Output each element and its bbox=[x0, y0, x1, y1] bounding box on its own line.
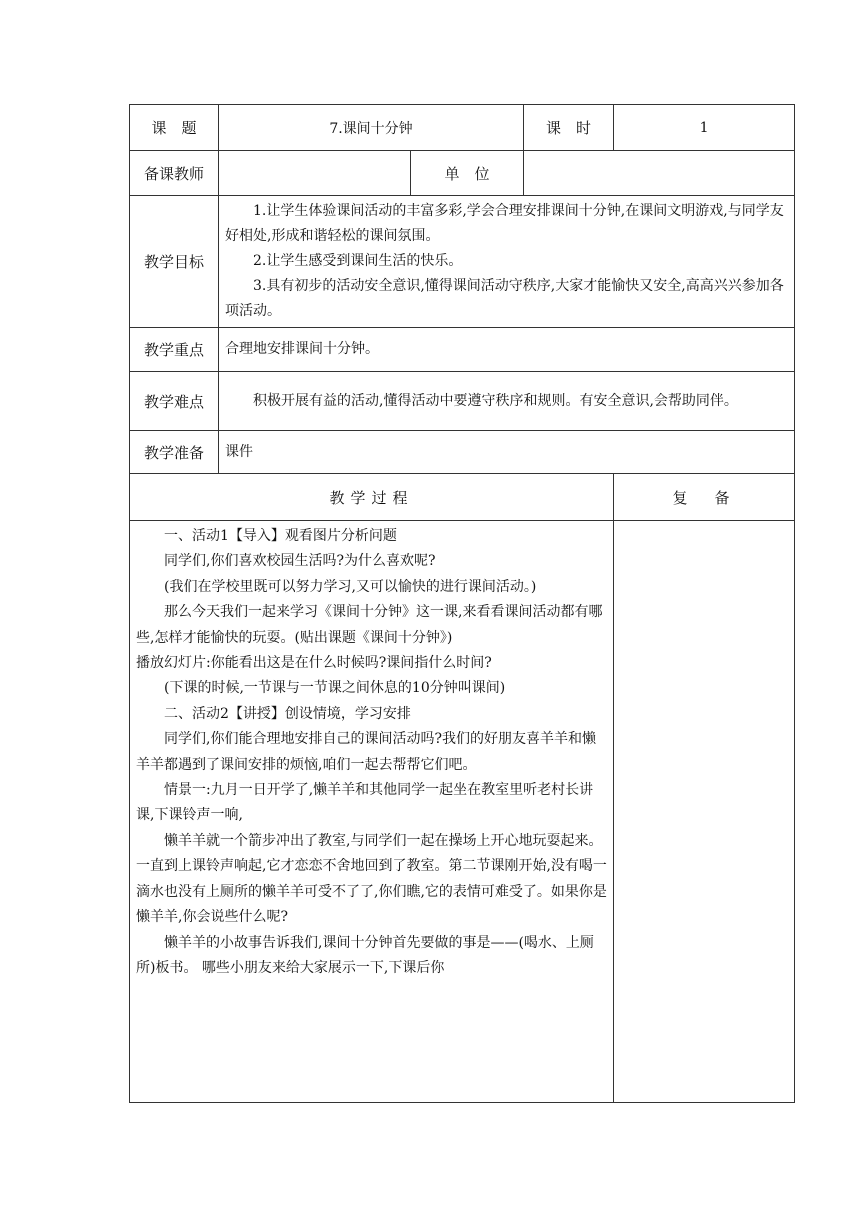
row-process-header bbox=[130, 474, 795, 521]
review-header: 复 备 bbox=[614, 474, 795, 521]
process-paragraph: 懒羊羊的小故事告诉我们,课间十分钟首先要做的事是——(喝水、上厕所)板书。 哪些小朋友来给大家展示一下,下课后你 bbox=[136, 934, 594, 976]
period-label: 课 时 bbox=[524, 105, 614, 151]
goal-item: 1.让学生体验课间活动的丰富多彩,学会合理安排课间十分钟,在课间文明游戏,与同学友好相处,形成和谐轻松的课间氛围。 bbox=[225, 203, 784, 244]
prep-label: 教学准备 bbox=[130, 431, 219, 474]
topic-label: 课 题 bbox=[130, 105, 219, 151]
unit-label: 单 位 bbox=[411, 151, 524, 196]
difficulty-content bbox=[219, 372, 795, 431]
goal-item: 2.让学生感受到课间生活的快乐。 bbox=[253, 253, 463, 269]
teacher-value bbox=[219, 151, 411, 196]
key-point-content bbox=[219, 328, 795, 372]
row-prep bbox=[130, 431, 795, 474]
process-heading: 一、活动1【导入】观看图片分析问题 bbox=[164, 528, 397, 544]
teacher-label: 备课教师 bbox=[130, 151, 219, 196]
key-point-text: 合理地安排课间十分钟。 bbox=[225, 341, 379, 357]
row-difficulty bbox=[130, 372, 795, 431]
lesson-plan-table bbox=[129, 104, 795, 1103]
prep-text: 课件 bbox=[225, 443, 253, 460]
topic-value: 7.课间十分钟 bbox=[219, 105, 524, 151]
row-key-point bbox=[130, 328, 795, 372]
review-content bbox=[614, 521, 795, 1103]
goals-content bbox=[219, 196, 795, 328]
row-topic bbox=[130, 105, 795, 151]
process-header: 教学过程 bbox=[130, 474, 614, 521]
difficulty-label: 教学难点 bbox=[130, 372, 219, 431]
process-paragraph: 同学们,你们能合理地安排自己的课间活动吗?我们的好朋友喜羊羊和懒羊羊都遇到了课间安排的烦恼,咱们一起去帮帮它们吧。 bbox=[136, 731, 596, 773]
row-process bbox=[130, 521, 795, 1103]
process-paragraph: 同学们,你们喜欢校园生活吗?为什么喜欢呢? bbox=[164, 553, 436, 570]
process-paragraph: (下课的时候,一节课与一节课之间休息的10分钟叫课间) bbox=[164, 680, 506, 697]
process-paragraph: 情景一:九月一日开学了,懒羊羊和其他同学一起坐在教室里听老村长讲课,下课铃声一响, bbox=[136, 782, 594, 824]
goals-label: 教学目标 bbox=[130, 196, 219, 328]
unit-value bbox=[524, 151, 795, 196]
period-value: 1 bbox=[614, 105, 795, 151]
process-content bbox=[130, 521, 614, 1103]
key-point-label: 教学重点 bbox=[130, 328, 219, 372]
row-teacher bbox=[130, 151, 795, 196]
process-paragraph: 懒羊羊就一个箭步冲出了教室,与同学们一起在操场上开心地玩耍起来。一直到上课铃声响起,它才恋恋不舍地回到了教室。第二节课刚开始,没有喝一滴水也没有上厕所的懒羊羊可受不了了,你们瞧,它的表情可难受了。如果你是懒羊羊,你会说些什么呢? bbox=[136, 832, 607, 926]
process-paragraph: 播放幻灯片:你能看出这是在什么时候吗?课间指什么时间? bbox=[136, 655, 492, 672]
row-goals bbox=[130, 196, 795, 328]
process-paragraph: (我们在学校里既可以努力学习,又可以愉快的进行课间活动。) bbox=[164, 578, 537, 595]
process-heading: 二、活动2【讲授】创设情境，学习安排 bbox=[164, 705, 411, 722]
process-paragraph: 那么今天我们一起来学习《课间十分钟》这一课,来看看课间活动都有哪些,怎样才能愉快的玩耍。(贴出课题《课间十分钟》) bbox=[136, 604, 603, 646]
prep-content bbox=[219, 431, 795, 474]
goal-item: 3.具有初步的活动安全意识,懂得课间活动守秩序,大家才能愉快又安全,高高兴兴参加各项活动。 bbox=[225, 278, 784, 319]
difficulty-text: 积极开展有益的活动,懂得活动中要遵守秩序和规则。有安全意识,会帮助同伴。 bbox=[253, 392, 738, 409]
